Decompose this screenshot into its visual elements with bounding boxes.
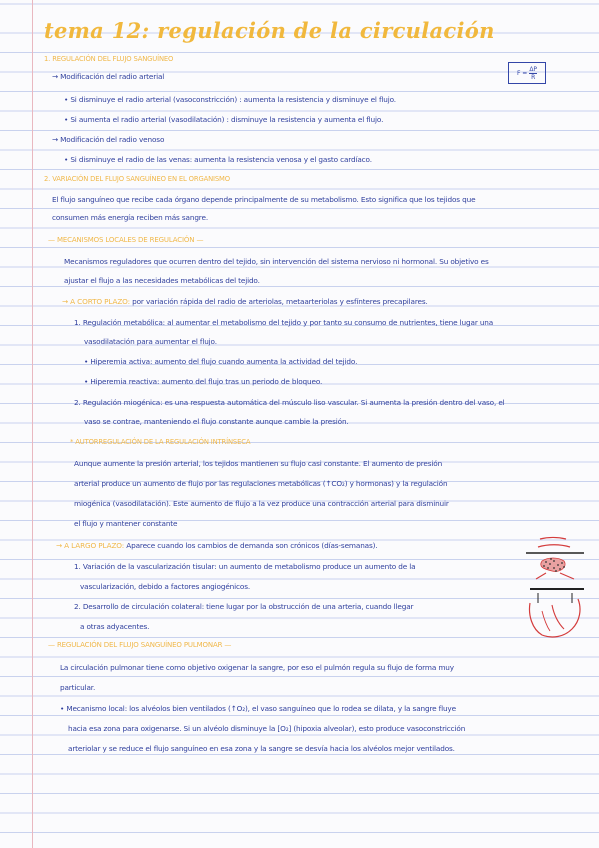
corto-plazo-text: por variación rápida del radio de arteriolas, metaarteriolas y esfínteres precapilares. (132, 297, 428, 306)
note-line: arterial produce un aumento de flujo por las regulaciones metabólicas (↑CO₂) y hormonas) y la regulación (74, 479, 448, 488)
note-line: • Hiperemia activa: aumento del flujo cuando aumenta la actividad del tejido. (84, 357, 358, 366)
heading-dash-right: — (222, 641, 232, 649)
note-line: vaso se contrae, manteniendo el flujo constante aunque cambie la presión. (84, 417, 349, 426)
corto-plazo-line (62, 297, 428, 306)
note-line: vascularización, debido a factores angiogénicos. (80, 582, 251, 591)
note-line: Aunque aumente la presión arterial, los tejidos mantienen su flujo casi constante. El aumento de presión (74, 459, 443, 468)
note-line: • Hiperemia reactiva: aumento del flujo tras un periodo de bloqueo. (84, 377, 323, 386)
subheading-radio-arterial: → Modificación del radio arterial (52, 72, 165, 81)
note-line: particular. (60, 683, 96, 692)
note-line: 1. Regulación metabólica: al aumentar el metabolismo del tejido y por tanto su consumo de nutrientes, tiene lugar una (74, 318, 494, 327)
colon-marker: : (127, 297, 133, 306)
note-line: Mecanismos reguladores que ocurren dentro del tejido, sin intervención del sistema nervioso ni hormonal. Su objetivo es (64, 257, 489, 266)
largo-plazo-line (56, 541, 378, 550)
note-line: La circulación pulmonar tiene como objetivo oxigenar la sangre, por eso el pulmón regula su flujo de forma muy (60, 663, 454, 672)
page-title: tema 12: regulación de la circulación (44, 18, 495, 43)
note-line: hacia esa zona para oxigenarse. Si un alvéolo disminuye la [O₂] (hipoxia alveolar), esto produce vasoconstricción (68, 724, 466, 733)
note-line: • Mecanismo local: los alvéolos bien ventilados (↑O₂), el vaso sanguíneo que lo rodea se dilata, y la sangre fluye (60, 704, 456, 713)
note-line: a otras adyacentes. (80, 622, 150, 631)
note-line: El flujo sanguíneo que recibe cada órgano depende principalmente de su metabolismo. Esto significa que los tejidos que (52, 195, 476, 204)
note-line: miogénica (vasodilatación). Este aumento de flujo a la vez produce una contracción arterial para disminuir (74, 499, 449, 508)
vessel-sketch (518, 533, 594, 645)
heading-dash-left: — (48, 236, 57, 244)
heading-dash-right: — (194, 236, 204, 244)
arrow-marker: → (62, 297, 71, 306)
note-line: 2. Regulación miogénica: es una respuesta automática del músculo liso vascular. Si aumenta la presión dentro del vaso, el (74, 398, 505, 407)
note-line: • Si disminuye el radio arterial (vasoconstricción) : aumenta la resistencia y disminuye el flujo. (64, 95, 396, 104)
formula-denominator: R (531, 73, 536, 81)
note-line: 2. Desarrollo de circulación colateral: tiene lugar por la obstrucción de una arteria, cuando llegar (74, 602, 414, 611)
section-heading-2: 2. VARIACIÓN DEL FLUJO SANGUÍNEO EN EL ORGANISMO (44, 175, 230, 183)
arrow-marker: → (56, 541, 65, 550)
largo-plazo-text: Aparece cuando los cambios de demanda son crónicos (días-semanas). (126, 541, 378, 550)
star-marker: * (70, 438, 76, 446)
note-line: • Si aumenta el radio arterial (vasodilatación) : disminuye la resistencia y aumenta el flujo. (64, 115, 384, 124)
note-line: ajustar el flujo a las necesidades metabólicas del tejido. (64, 276, 260, 285)
notebook-margin-line (32, 0, 33, 848)
subheading-radio-venoso: → Modificación del radio venoso (52, 135, 165, 144)
heading-mecanismos-locales (48, 236, 203, 244)
heading-text: REGULACIÓN DEL FLUJO SANGUÍNEO PULMONAR (56, 641, 223, 649)
heading-text: MECANISMOS LOCALES DE REGULACIÓN (56, 236, 195, 244)
flow-formula-box (508, 62, 546, 84)
largo-plazo-label: A LARGO PLAZO (64, 541, 122, 550)
note-line: 1. Variación de la vascularización tisular: un aumento de metabolismo produce un aumento de la (74, 562, 416, 571)
note-line: vasodilatación para aumentar el flujo. (84, 337, 217, 346)
heading-dash-left: — (48, 641, 57, 649)
formula-lhs: F = (516, 69, 528, 77)
note-line: el flujo y mantener constante (74, 519, 178, 528)
section-heading-1: 1. REGULACIÓN DEL FLUJO SANGUÍNEO (44, 55, 174, 63)
colon-marker: : (121, 541, 127, 550)
heading-text: AUTORREGULACIÓN DE LA REGULACIÓN INTRÍNSECA (75, 438, 251, 446)
heading-autorregulacion (70, 438, 250, 446)
note-line: arteriolar y se reduce el flujo sanguíneo en esa zona y la sangre se desvía hacia los alvéolos mejor ventilados. (68, 744, 455, 753)
note-line: • Si disminuye el radio de las venas: aumenta la resistencia venosa y el gasto cardíaco. (64, 155, 372, 164)
formula-fraction (529, 66, 537, 81)
formula-numerator: ΔP (529, 65, 538, 73)
corto-plazo-label: A CORTO PLAZO (70, 297, 128, 306)
heading-flujo-pulmonar (48, 641, 231, 649)
note-line: consumen más energía reciben más sangre. (52, 213, 209, 222)
